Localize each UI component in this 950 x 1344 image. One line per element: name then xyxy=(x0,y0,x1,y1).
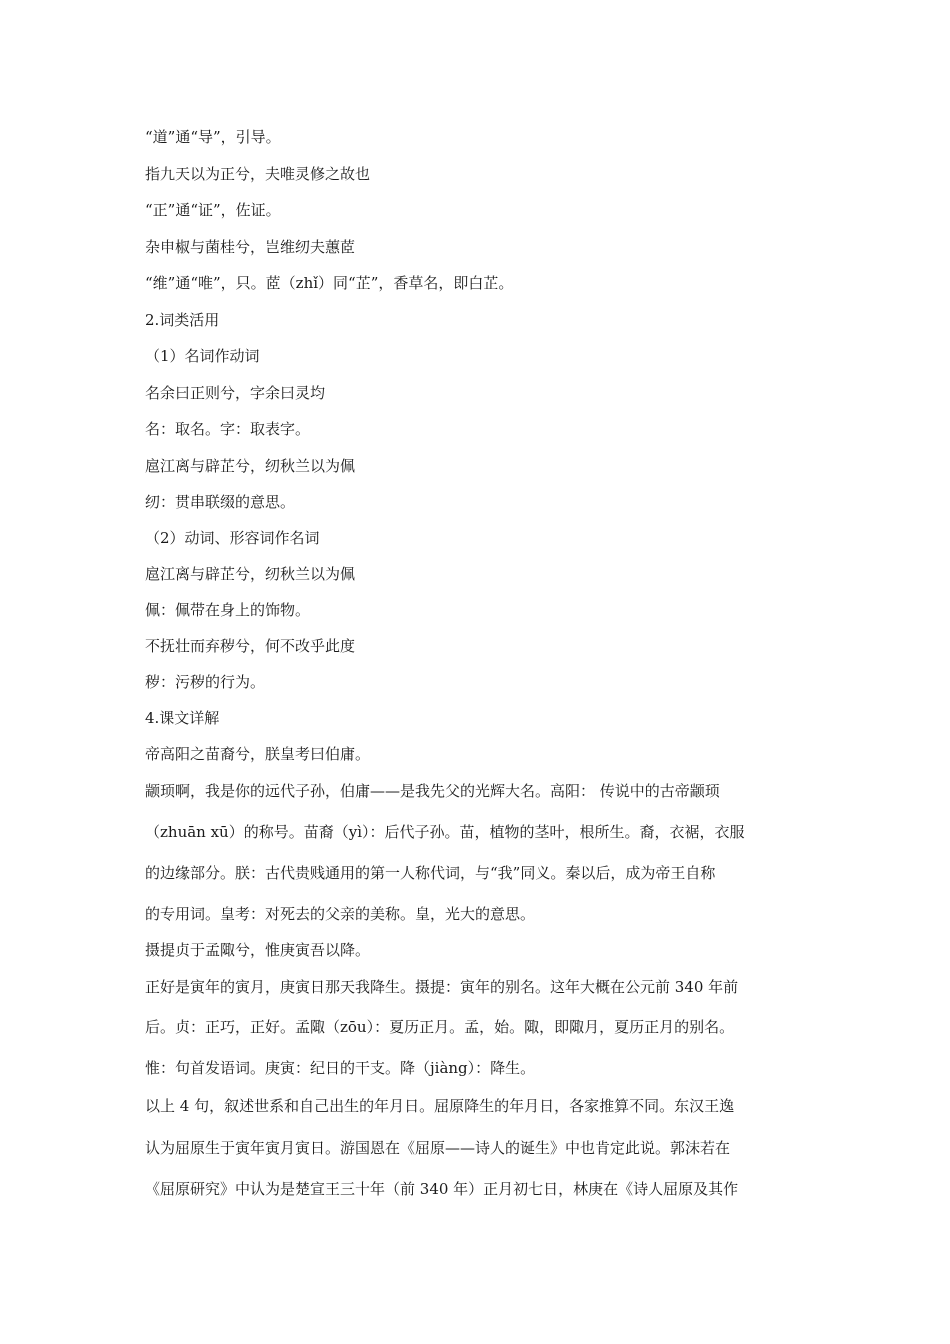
text-line: 正好是寅年的寅月，庚寅日那天我降生。摄提：寅年的别名。这年大概在公元前 340 年前 xyxy=(145,978,739,996)
text-line: 的专用词。皇考：对死去的父亲的美称。皇，光大的意思。 xyxy=(145,905,536,923)
text-line: 纫：贯串联缀的意思。 xyxy=(145,493,296,511)
subsection-heading: （2）动词、形容词作名词 xyxy=(145,529,320,547)
section-heading: 2.词类活用 xyxy=(145,311,220,329)
section-heading: 4.课文详解 xyxy=(145,709,220,727)
text-line: 惟：句首发语词。庚寅：纪日的干支。降（jiàng）：降生。 xyxy=(145,1059,536,1077)
text-line: “维”通“唯”，只。茝（zhǐ）同“芷”，香草名，即白芷。 xyxy=(145,274,514,292)
text-line: 名：取名。字：取表字。 xyxy=(145,420,311,438)
text-line: 扈江离与辟芷兮，纫秋兰以为佩 xyxy=(145,457,356,475)
text-line: 杂申椒与菌桂兮，岂维纫夫蕙茝 xyxy=(145,238,356,256)
text-line: 后。贞：正巧，正好。孟陬（zōu）：夏历正月。孟，始。陬，即陬月，夏历正月的别名。 xyxy=(145,1018,735,1036)
text-line: “正”通“证”，佐证。 xyxy=(145,201,281,219)
text-line: 摄提贞于孟陬兮，惟庚寅吾以降。 xyxy=(145,941,371,959)
text-line: 帝高阳之苗裔兮，朕皇考曰伯庸。 xyxy=(145,745,371,763)
text-line: 指九天以为正兮，夫唯灵修之故也 xyxy=(145,165,371,183)
text-line: 不抚壮而弃秽兮，何不改乎此度 xyxy=(145,637,356,655)
text-line: 扈江离与辟芷兮，纫秋兰以为佩 xyxy=(145,565,356,583)
text-line: 认为屈原生于寅年寅月寅日。游国恩在《屈原——诗人的诞生》中也肯定此说。郭沫若在 xyxy=(145,1139,731,1157)
text-line: 名余曰正则兮，字余曰灵均 xyxy=(145,384,326,402)
text-line: 佩：佩带在身上的饰物。 xyxy=(145,601,311,619)
text-line: 秽：污秽的行为。 xyxy=(145,673,266,691)
text-line: 的边缘部分。朕：古代贵贱通用的第一人称代词，与“我”同义。秦以后，成为帝王自称 xyxy=(145,864,716,882)
text-line: 颛顼啊，我是你的远代子孙，伯庸——是我先父的光辉大名。高阳： 传说中的古帝颛顼 xyxy=(145,782,720,800)
text-line: 《屈原研究》中认为是楚宣王三十年（前 340 年）正月初七日，林庚在《诗人屈原及其作 xyxy=(145,1180,739,1198)
text-line: “道”通“导”，引导。 xyxy=(145,128,281,146)
subsection-heading: （1）名词作动词 xyxy=(145,347,260,365)
text-line: （zhuān xū）的称号。苗裔（yì）：后代子孙。苗，植物的茎叶，根所生。裔，衣裾，衣服 xyxy=(145,823,745,841)
text-line: 以上 4 句，叙述世系和自己出生的年月日。屈原降生的年月日，各家推算不同。东汉王逸 xyxy=(145,1097,735,1115)
